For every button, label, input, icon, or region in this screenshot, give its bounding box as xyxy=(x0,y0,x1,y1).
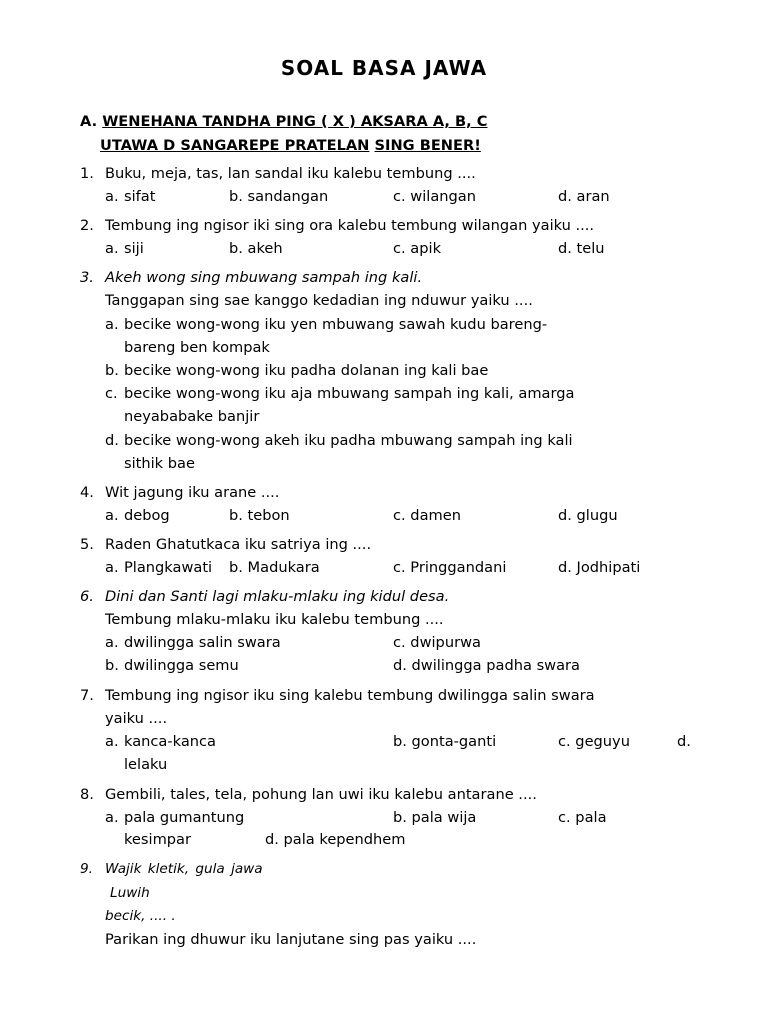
question-text: Parikan ing dhuwur iku lanjutane sing pas yaiku .... xyxy=(105,931,477,948)
question-text-2: Tanggapan sing sae kanggo kedadian ing nduwur yaiku .... xyxy=(105,292,533,309)
option-d-label: d. xyxy=(677,733,691,750)
option-a: sifat xyxy=(124,188,156,205)
question-text: Tembung ing ngisor iki sing ora kalebu tembung wilangan yaiku .... xyxy=(105,217,595,234)
option-a: dwilingga salin swara xyxy=(124,634,281,651)
parikan-line-3: becik, .... . xyxy=(105,908,176,924)
option-b: b. tebon xyxy=(229,507,290,524)
option-a: debog xyxy=(124,507,170,524)
option-a-label: a. xyxy=(105,809,119,826)
question-text-2: Tembung mlaku-mlaku iku kalebu tembung .... xyxy=(105,611,444,628)
option-d: d. glugu xyxy=(558,507,618,524)
option-d-label: d. xyxy=(105,432,119,449)
option-b: b. akeh xyxy=(229,240,283,257)
parikan-line-2: Luwih xyxy=(110,885,150,901)
question-number: 3. xyxy=(80,269,94,286)
option-c-cont: neyababake banjir xyxy=(124,408,260,425)
option-a: siji xyxy=(124,240,144,257)
page-title: SOAL BASA JAWA xyxy=(280,56,488,80)
question-number: 8. xyxy=(80,786,94,803)
option-a-label: a. xyxy=(105,240,119,257)
question-text-2: yaiku .... xyxy=(105,710,168,727)
option-a-label: a. xyxy=(105,559,119,576)
option-a: pala gumantung xyxy=(124,809,245,826)
question-number: 4. xyxy=(80,484,94,501)
option-b: becike wong-wong iku padha dolanan ing kali bae xyxy=(124,362,489,379)
option-b: b. pala wija xyxy=(393,809,477,826)
option-d: d. pala kependhem xyxy=(265,831,406,848)
option-c: becike wong-wong iku aja mbuwang sampah ing kali, amarga xyxy=(124,385,575,402)
option-b-label: b. xyxy=(105,362,119,379)
question-number: 1. xyxy=(80,165,94,182)
option-d: d. aran xyxy=(558,188,610,205)
option-d: d. dwilingga padha swara xyxy=(393,657,580,674)
parikan-line-1: Wajik kletik, gula jawa xyxy=(105,861,263,877)
option-a-label: a. xyxy=(105,733,119,750)
option-a-label: a. xyxy=(105,316,119,333)
section-instruction xyxy=(80,113,487,130)
question-number: 9. xyxy=(80,861,93,877)
option-a: Plangkawati xyxy=(124,559,213,576)
instruction-line-2a: UTAWA D SANGAREPE PRATELAN xyxy=(100,137,370,154)
option-d: d. Jodhipati xyxy=(558,559,641,576)
option-b: b. gonta-ganti xyxy=(393,733,497,750)
option-b: b. Madukara xyxy=(229,559,320,576)
instruction-line-2b: SING BENER! xyxy=(374,137,481,154)
option-d: d. telu xyxy=(558,240,605,257)
option-c: c. geguyu xyxy=(558,733,630,750)
question-number: 6. xyxy=(80,588,94,605)
option-a-label: a. xyxy=(105,634,119,651)
question-number: 5. xyxy=(80,536,94,553)
section-letter: A. xyxy=(80,113,98,130)
question-text: Dini dan Santi lagi mlaku-mlaku ing kidul desa. xyxy=(105,588,450,605)
question-text: Gembili, tales, tela, pohung lan uwi iku kalebu antarane .... xyxy=(105,786,537,803)
option-b: b. sandangan xyxy=(229,188,329,205)
question-text: Akeh wong sing mbuwang sampah ing kali. xyxy=(105,269,423,286)
option-a-label: a. xyxy=(105,188,119,205)
option-c-label: c. pala xyxy=(558,809,607,826)
option-b: dwilingga semu xyxy=(124,657,239,674)
question-text: Wit jagung iku arane .... xyxy=(105,484,280,501)
option-a-label: a. xyxy=(105,507,119,524)
option-b-label: b. xyxy=(105,657,119,674)
option-c: c. wilangan xyxy=(393,188,476,205)
option-c: c. dwipurwa xyxy=(393,634,481,651)
section-instruction-2 xyxy=(100,137,481,154)
question-text: Tembung ing ngisor iku sing kalebu tembung dwilingga salin swara xyxy=(105,687,595,704)
question-number: 7. xyxy=(80,687,94,704)
option-d: becike wong-wong akeh iku padha mbuwang sampah ing kali xyxy=(124,432,573,449)
option-a-cont: bareng ben kompak xyxy=(124,339,270,356)
option-c: c. damen xyxy=(393,507,461,524)
option-c-label: c. xyxy=(105,385,118,402)
option-d: lelaku xyxy=(124,756,168,773)
option-d-cont: sithik bae xyxy=(124,455,195,472)
option-c: c. Pringgandani xyxy=(393,559,507,576)
question-number: 2. xyxy=(80,217,94,234)
question-text: Raden Ghatutkaca iku satriya ing .... xyxy=(105,536,372,553)
question-text: Buku, meja, tas, lan sandal iku kalebu tembung .... xyxy=(105,165,476,182)
option-a: kanca-kanca xyxy=(124,733,216,750)
option-c: c. apik xyxy=(393,240,442,257)
instruction-line-1: WENEHANA TANDHA PING ( X ) AKSARA A, B, C xyxy=(102,113,488,130)
option-a: becike wong-wong iku yen mbuwang sawah kudu bareng- xyxy=(124,316,548,333)
option-c: kesimpar xyxy=(124,831,191,848)
